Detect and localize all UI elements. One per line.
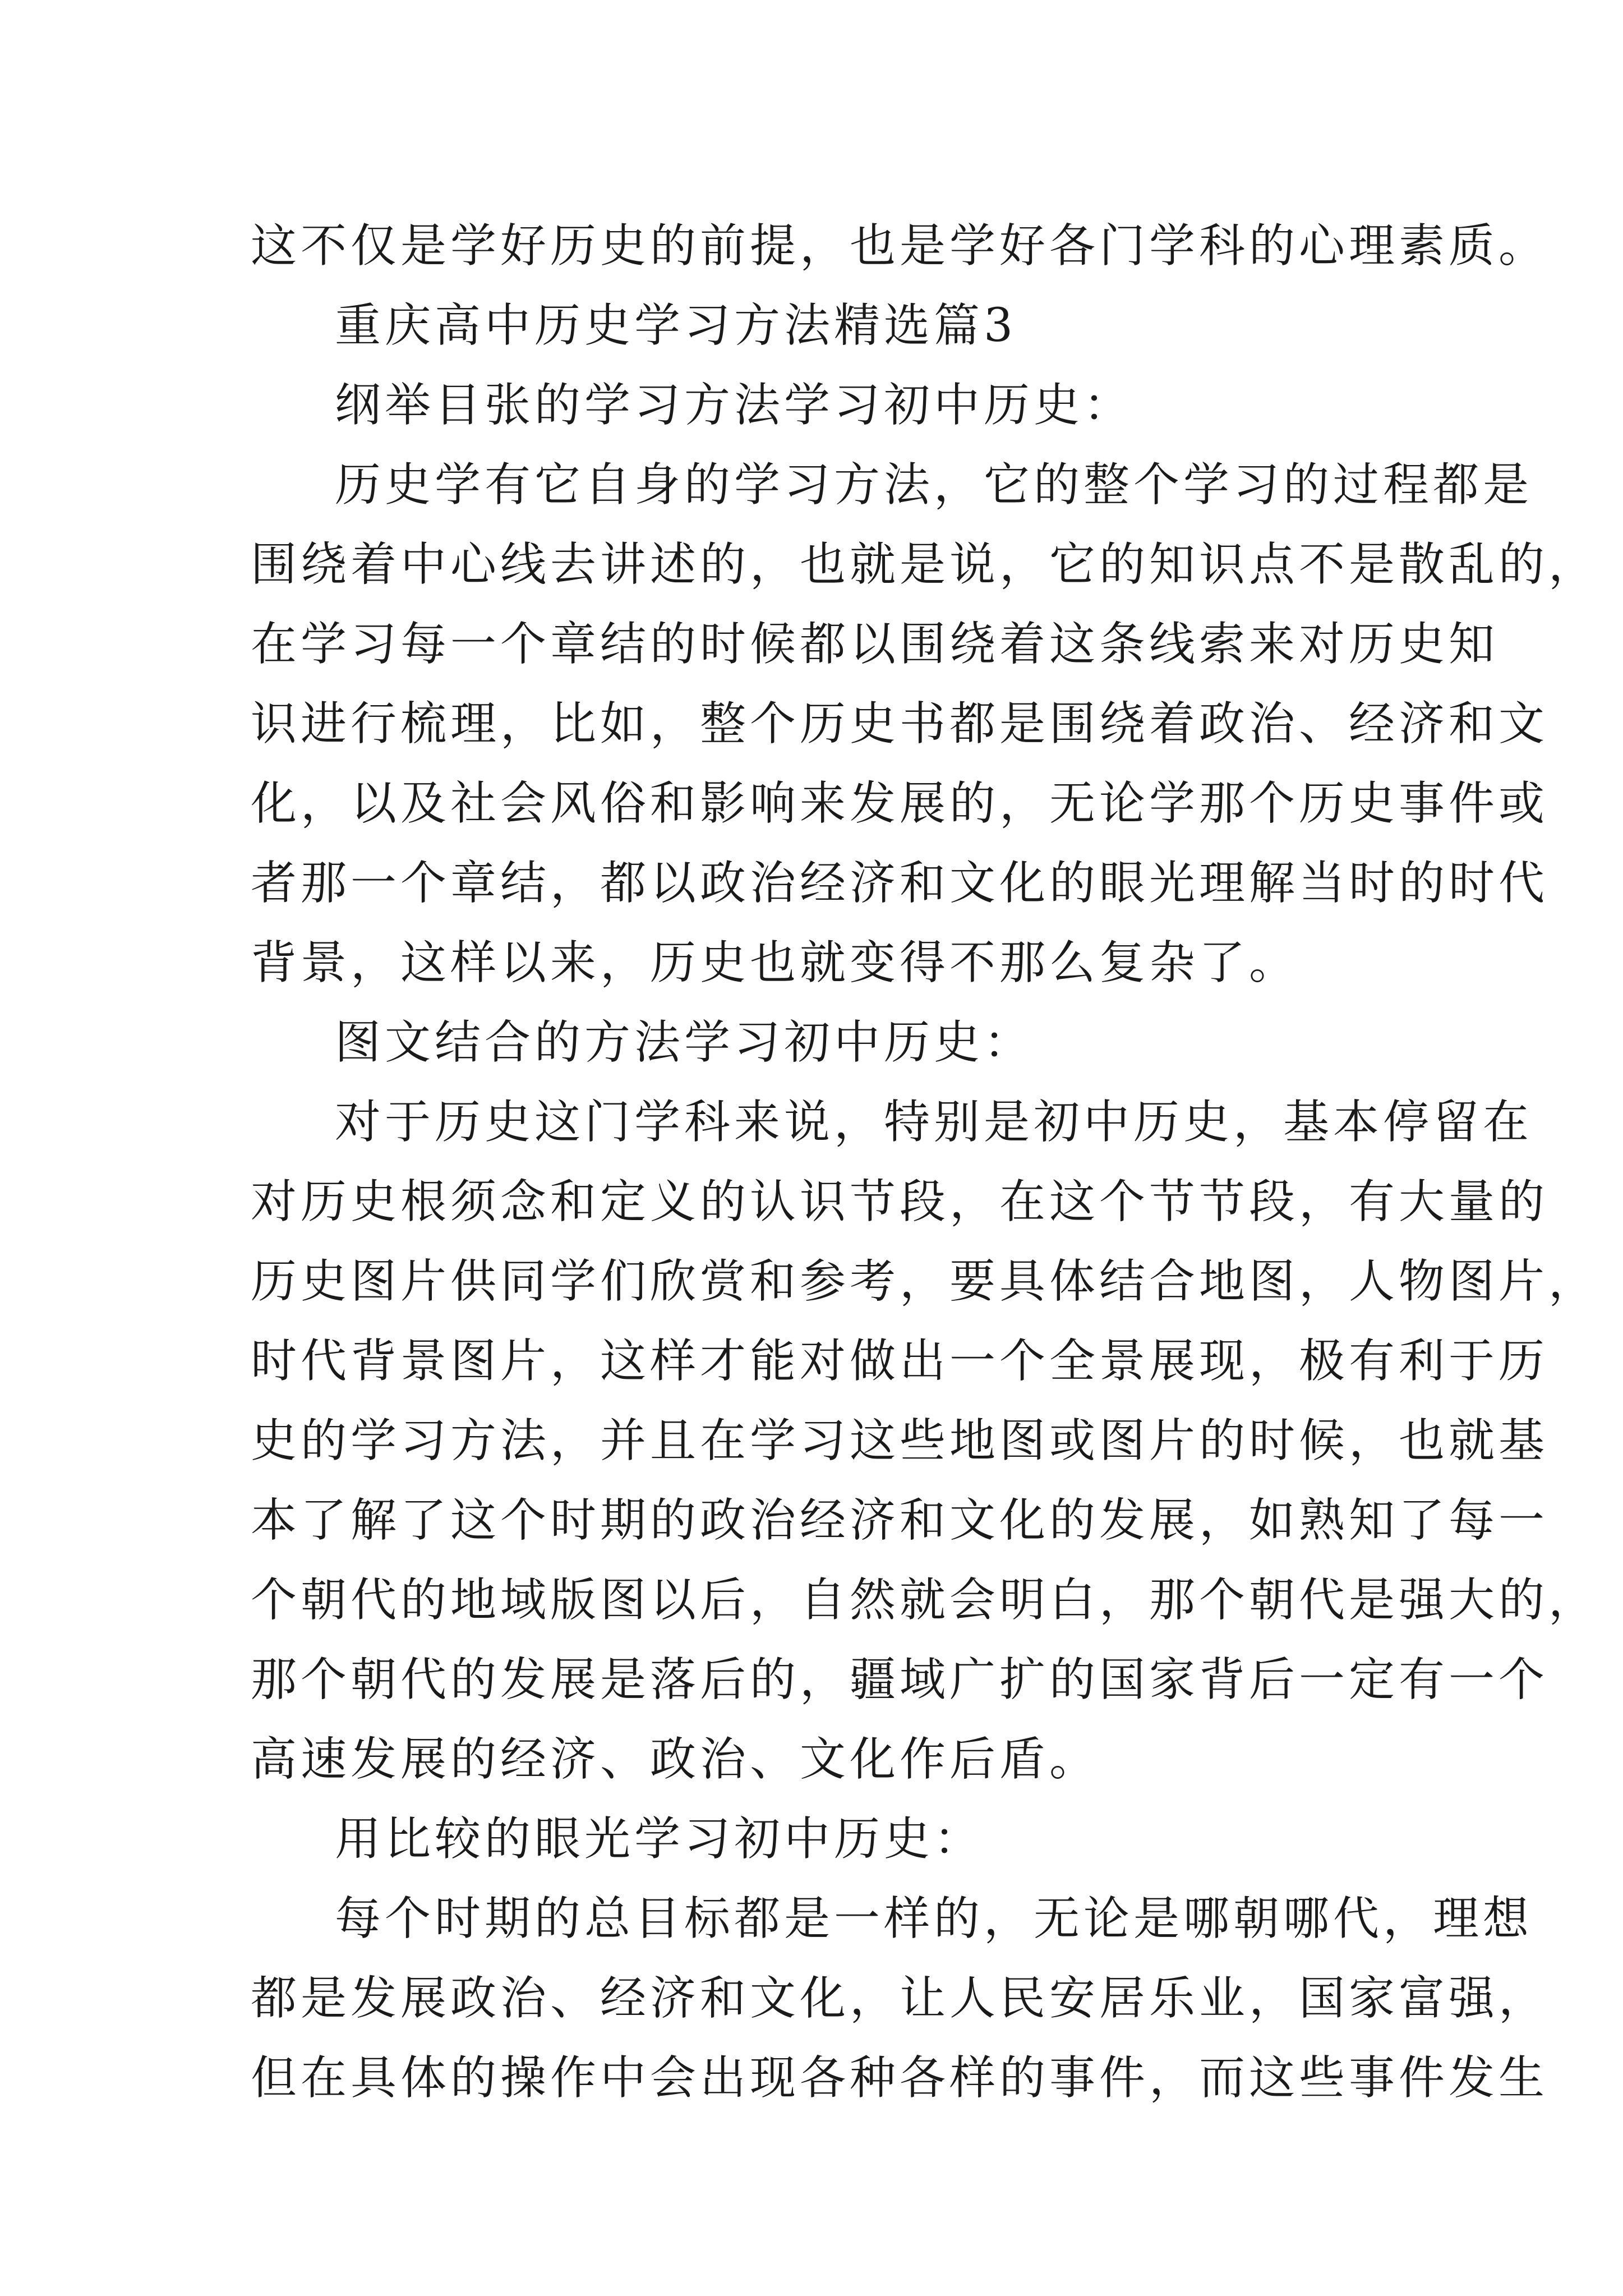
- text-line: 图文结合的方法学习初中历史：: [335, 1016, 1034, 1069]
- text-line: 时代背景图片，这样才能对做出一个全景展现，极有利于历: [251, 1335, 1549, 1388]
- text-line: 史的学习方法，并且在学习这些地图或图片的时候，也就基: [251, 1414, 1549, 1467]
- document-body: [251, 206, 1599, 2118]
- text-line: 对于历史这门学科来说，特别是初中历史，基本停留在: [335, 1096, 1533, 1149]
- text-line: 纲举目张的学习方法学习初中历史：: [335, 379, 1134, 432]
- text-line: 重庆高中历史学习方法精选篇3: [335, 299, 1017, 352]
- text-line: 都是发展政治、经济和文化，让人民安居乐业，国家富强，: [251, 1972, 1549, 2025]
- text-line: 每个时期的总目标都是一样的，无论是哪朝哪代，理想: [335, 1892, 1533, 1945]
- text-line: 这不仅是学好历史的前提，也是学好各门学科的心理素质。: [251, 219, 1549, 273]
- text-line: 对历史根须念和定义的认识节段，在这个节节段，有大量的: [251, 1175, 1549, 1228]
- text-line: 历史学有它自身的学习方法，它的整个学习的过程都是: [335, 458, 1533, 512]
- text-line: 用比较的眼光学习初中历史：: [335, 1812, 984, 1866]
- text-line: 者那一个章结，都以政治经济和文化的眼光理解当时的时代: [251, 857, 1549, 910]
- text-line: 化，以及社会风俗和影响来发展的，无论学那个历史事件或: [251, 777, 1549, 830]
- text-line: 本了解了这个时期的政治经济和文化的发展，如熟知了每一: [251, 1494, 1549, 1547]
- text-line: 高速发展的经济、政治、文化作后盾。: [251, 1733, 1100, 1786]
- text-line: 识进行梳理，比如，整个历史书都是围绕着政治、经济和文: [251, 697, 1549, 751]
- text-line: 在学习每一个章结的时候都以围绕着这条线索来对历史知: [251, 618, 1499, 671]
- text-line: 个朝代的地域版图以后，自然就会明白，那个朝代是强大的，: [251, 1573, 1599, 1627]
- text-line: 但在具体的操作中会出现各种各样的事件，而这些事件发生: [251, 2051, 1549, 2105]
- text-line: 围绕着中心线去讲述的，也就是说，它的知识点不是散乱的，: [251, 538, 1599, 591]
- text-line: 背景，这样以来，历史也就变得不那么复杂了。: [251, 936, 1299, 990]
- text-line: 那个朝代的发展是落后的，疆域广扩的国家背后一定有一个: [251, 1653, 1549, 1706]
- text-line: 历史图片供同学们欣赏和参考，要具体结合地图，人物图片，: [251, 1255, 1599, 1308]
